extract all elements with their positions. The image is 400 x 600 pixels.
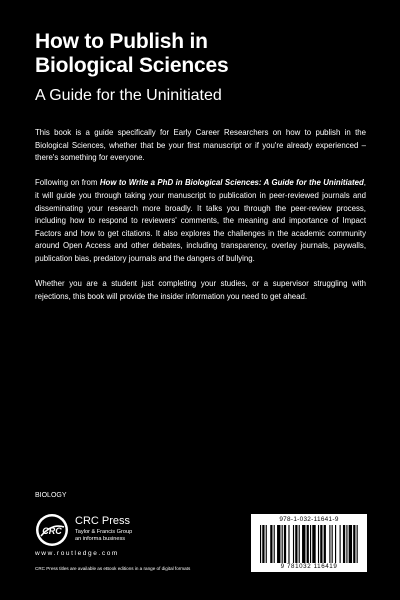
barcode-bar — [335, 525, 336, 563]
barcode-bar — [329, 525, 330, 563]
barcode-bar — [302, 525, 305, 563]
barcode-bar — [266, 525, 267, 563]
barcode-bar — [284, 525, 286, 563]
barcode-bar — [270, 525, 272, 563]
blurb-paragraph-2-rest: , it will guide you through taking your manuscript to publication in peer-reviewed journals and disseminating your research more broadly. It talks you through the peer-review process, including how to respond to reviewers' comments, the meaning and importance of Impact Factors and how to get citations. It also explores the challenges in the academic community around Open Access and other debates, including transparency, overlay journals, paywalls, publication bias, predatory journals and the dangers of bullying. — [35, 178, 366, 263]
crc-logo-text: CRC — [42, 526, 62, 536]
barcode-bar — [262, 525, 264, 563]
publisher-business-tagline: an informa business — [75, 536, 126, 542]
isbn-barcode-box — [251, 514, 367, 572]
barcode-bar — [282, 525, 283, 563]
barcode-bar — [357, 525, 358, 563]
ebook-availability-note: CRC Press titles are available as eBook editions in a range of digital formats — [35, 566, 191, 571]
isbn-number: 978-1-032-11641-9 — [279, 516, 339, 523]
barcode-bar — [320, 525, 322, 563]
barcode-bar — [295, 525, 297, 563]
barcode-bar — [332, 525, 333, 563]
barcode-bar — [277, 525, 280, 563]
barcode-bar — [288, 525, 289, 563]
crc-press-logo-icon — [35, 513, 69, 547]
barcode-bar — [307, 525, 309, 563]
referenced-book-title: How to Write a PhD in Biological Sciences: A Guide for the Uninitiated — [99, 178, 364, 188]
barcode-icon — [260, 525, 360, 563]
barcode-bar — [299, 525, 300, 563]
barcode-bar — [349, 525, 352, 563]
barcode-bar — [318, 525, 319, 563]
barcode-bar — [353, 525, 355, 563]
book-subtitle: A Guide for the Uninitiated — [35, 87, 222, 104]
barcode-bar — [346, 525, 347, 563]
publisher-group: Taylor & Francis Group — [75, 529, 133, 535]
blurb-paragraph-2 — [35, 177, 366, 265]
book-title-line-2: Biological Sciences — [35, 54, 229, 77]
publisher-website[interactable]: www.routledge.com — [35, 550, 119, 557]
barcode-bar — [343, 525, 345, 563]
blurb — [35, 127, 366, 316]
publisher-name: CRC Press — [75, 515, 131, 527]
barcode-bar — [274, 525, 275, 563]
blurb-paragraph-1: This book is a guide specifically for Early Career Researchers on how to publish in the Biological Sciences, whether that be your first manuscript or if you're already experienced – there's something for everyone. — [35, 128, 366, 163]
blurb-paragraph-2-intro: Following on from — [35, 178, 100, 188]
barcode-bar — [340, 525, 341, 563]
subject-category: BIOLOGY — [35, 492, 67, 499]
barcode-bar — [324, 525, 326, 563]
barcode-bar — [260, 525, 261, 563]
blurb-paragraph-3: Whether you are a student just completing your studies, or a supervisor struggling with rejections, this book will provide the insider information you need to get ahead. — [35, 279, 366, 301]
book-title — [35, 30, 365, 78]
barcode-digits: 9 781032 116419 — [280, 563, 338, 570]
barcode-bar — [310, 525, 311, 563]
barcode-bar — [312, 525, 315, 563]
barcode-bar — [293, 525, 294, 563]
book-title-line-1: How to Publish in — [35, 30, 208, 53]
